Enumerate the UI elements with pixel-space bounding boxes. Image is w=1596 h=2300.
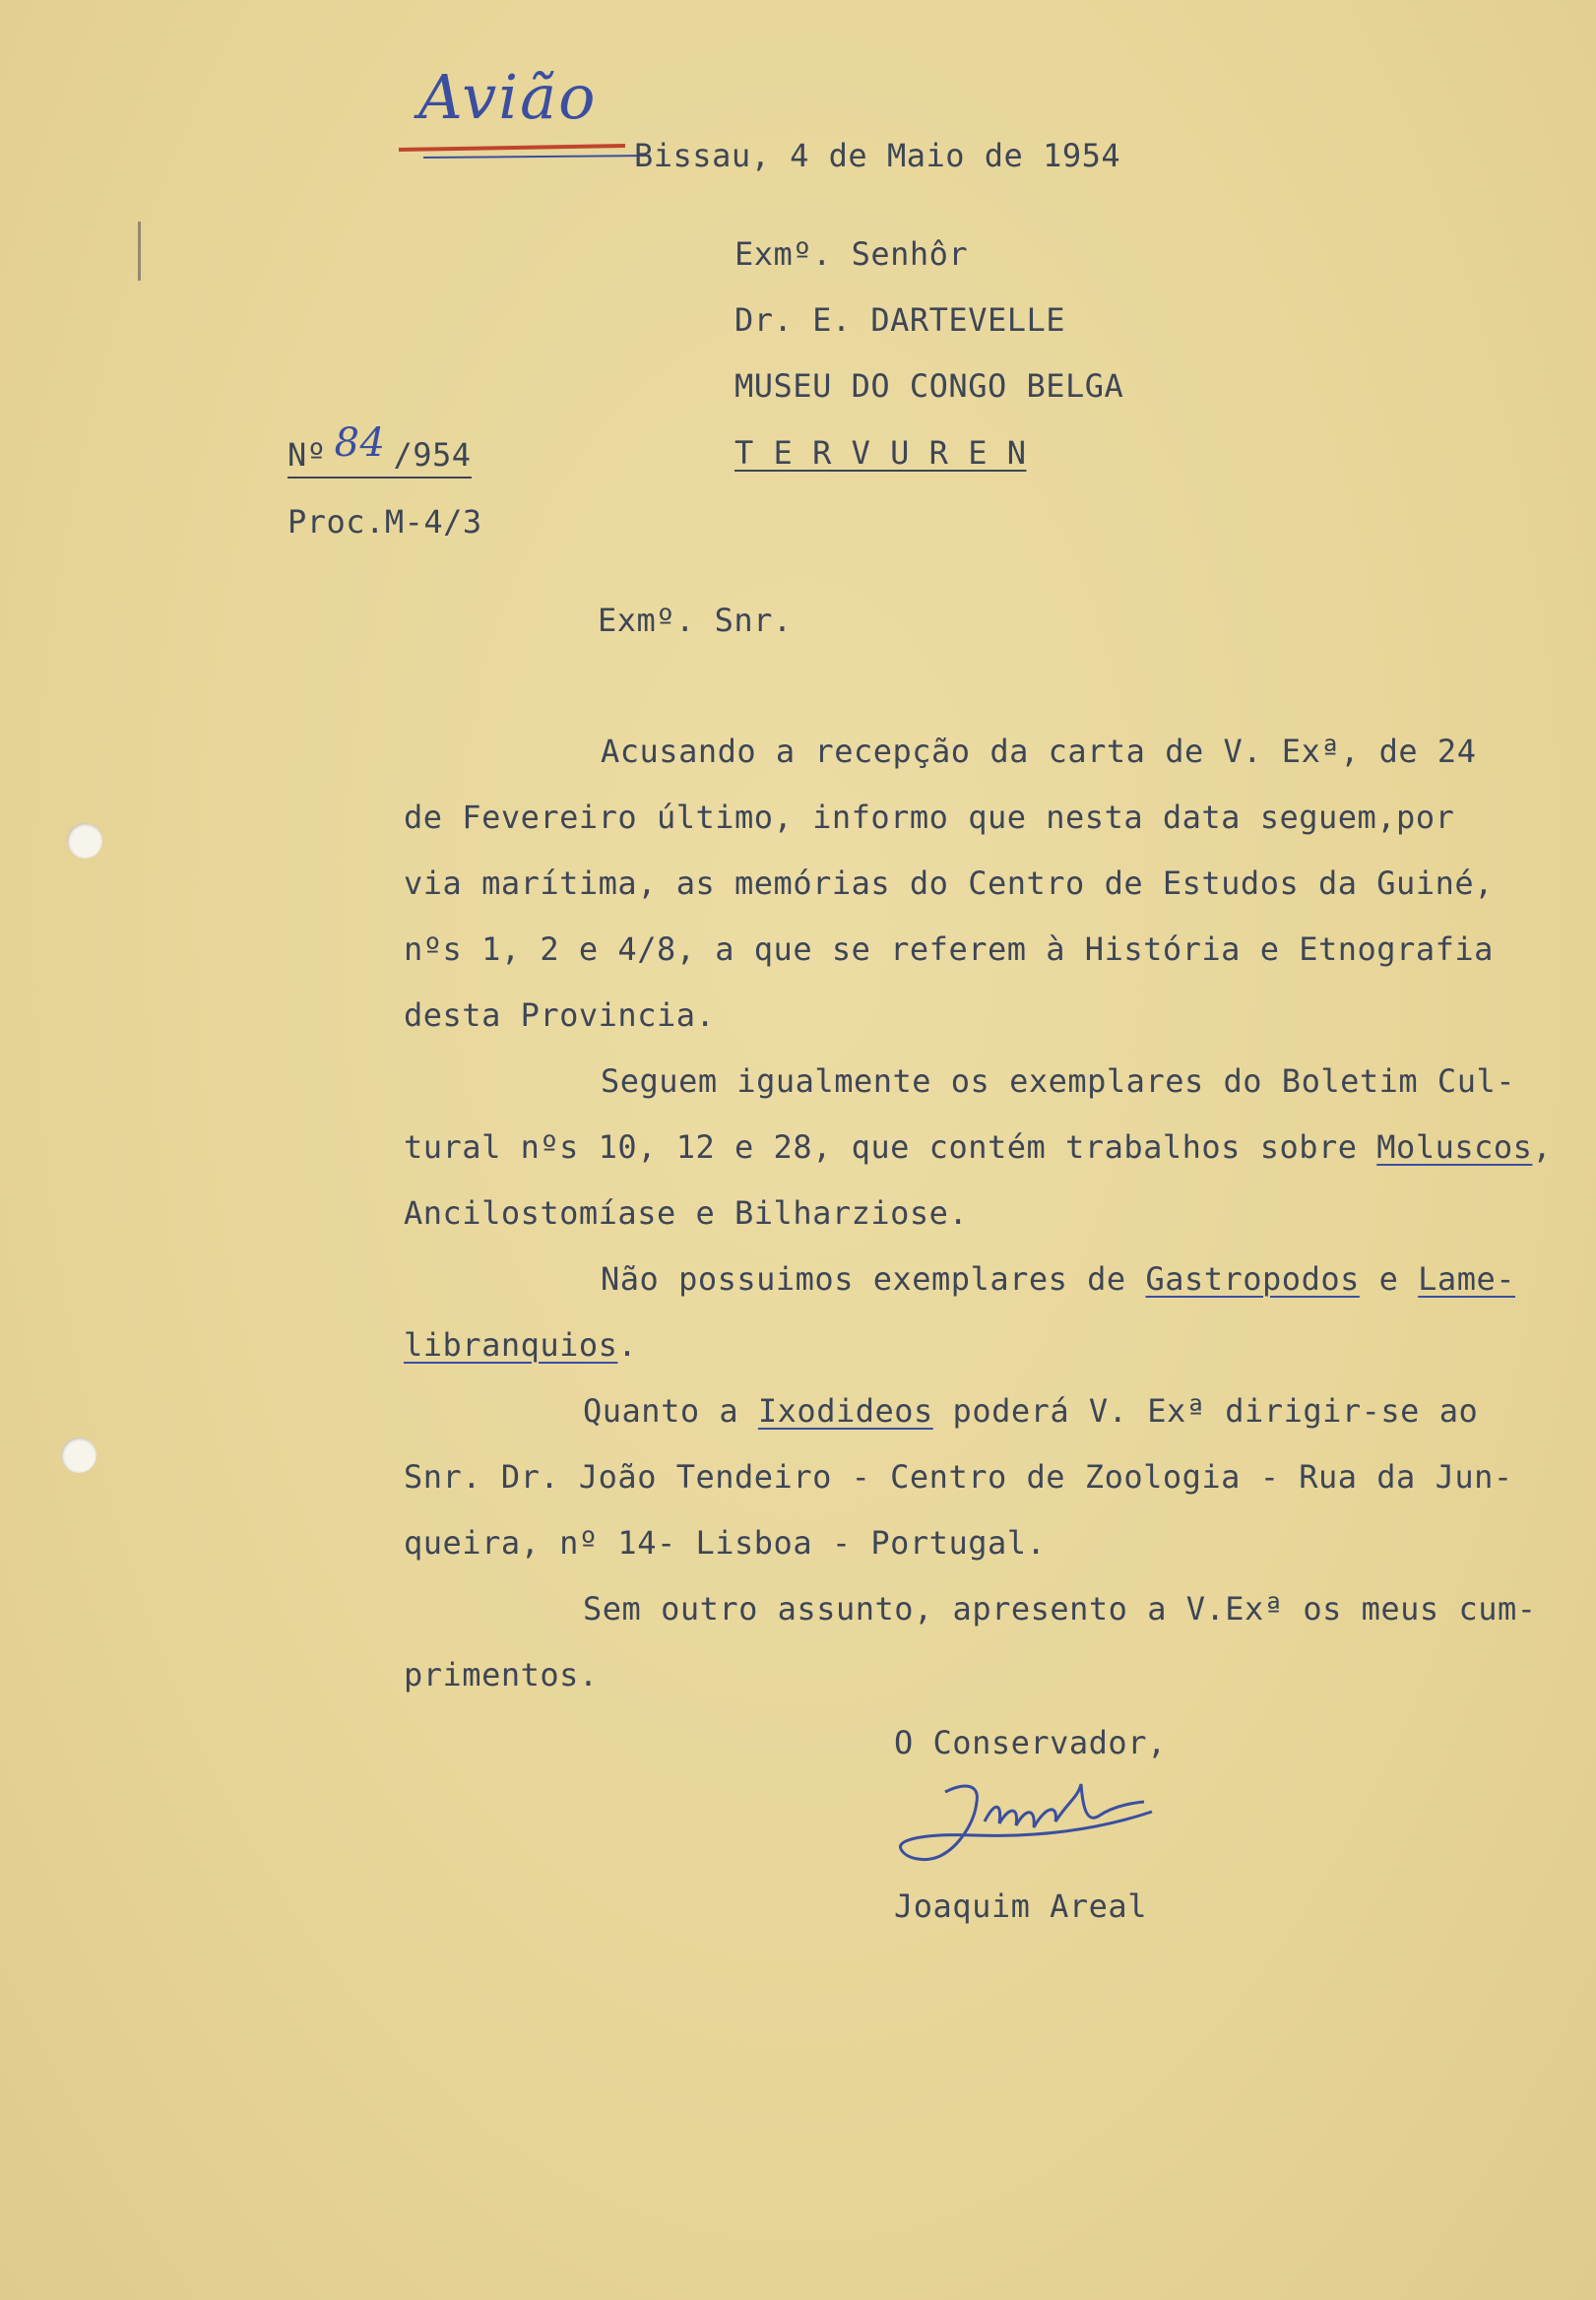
punch-hole-top — [67, 823, 102, 859]
underlined-term-moluscos: Moluscos — [1376, 1128, 1533, 1166]
reference-number — [287, 420, 472, 479]
body-text: poderá V. Exª dirigir-se ao — [932, 1392, 1479, 1430]
body-line — [583, 1391, 1478, 1431]
body-line: Sem outro assunto, apresento a V.Exª os meus cum- — [583, 1590, 1537, 1628]
body-line: Ancilostomíase e Bilharziose. — [404, 1194, 969, 1232]
recipient-city: T E R V U R E N — [734, 434, 1027, 472]
body-line: queira, nº 14- Lisboa - Portugal. — [404, 1524, 1047, 1562]
body-line — [404, 1325, 637, 1365]
underlined-term-lame: Lame- — [1418, 1260, 1515, 1298]
body-line: Seguem igualmente os exemplares do Boletim Cul- — [601, 1062, 1515, 1100]
body-line: Snr. Dr. João Tendeiro - Centro de Zoologia - Rua da Jun- — [404, 1458, 1513, 1496]
body-line: desta Provincia. — [404, 996, 716, 1034]
body-text: , — [1532, 1128, 1553, 1166]
reference-suffix: /954 — [393, 436, 472, 474]
underlined-term-gastropodos: Gastropodos — [1145, 1260, 1360, 1298]
body-line — [404, 1127, 1552, 1167]
body-text: e — [1359, 1260, 1419, 1298]
recipient-institution: MUSEU DO CONGO BELGA — [734, 367, 1124, 405]
reference-handwritten-number: 84 — [334, 420, 386, 466]
body-line: primentos. — [404, 1656, 599, 1693]
recipient-salutation: Exmº. Senhôr — [734, 235, 969, 273]
handwritten-signature — [886, 1762, 1181, 1890]
body-line — [601, 1259, 1515, 1299]
margin-tick — [138, 222, 141, 281]
body-line: Acusando a recepção da carta de V. Exª, de 24 — [601, 733, 1477, 770]
body-line: nºs 1, 2 e 4/8, a que se referem à História e Etnografia — [404, 930, 1494, 968]
greeting: Exmº. Snr. — [598, 602, 793, 639]
signer-name: Joaquim Areal — [894, 1887, 1147, 1925]
underlined-term-libranquios: libranquios — [404, 1326, 618, 1364]
body-line: via marítima, as memórias do Centro de Estudos da Guiné, — [404, 864, 1494, 902]
recipient-name: Dr. E. DARTEVELLE — [734, 301, 1066, 339]
punch-hole-bottom — [61, 1438, 96, 1473]
reference-prefix: Nº — [287, 436, 327, 474]
blue-pen-line — [423, 155, 650, 159]
date-line: Bissau, 4 de Maio de 1954 — [634, 137, 1121, 174]
handwritten-annotation: Avião — [418, 61, 598, 133]
closing-title: O Conservador, — [894, 1724, 1167, 1761]
body-text: . — [617, 1326, 638, 1364]
body-line: de Fevereiro último, informo que nesta data seguem,por — [404, 799, 1455, 836]
red-pencil-line — [399, 144, 625, 152]
process-reference: Proc.M-4/3 — [287, 503, 482, 541]
body-text: Quanto a — [583, 1392, 758, 1430]
body-text: Não possuimos exemplares de — [601, 1260, 1146, 1298]
underlined-term-ixodideos: Ixodideos — [757, 1392, 933, 1430]
body-text: tural nºs 10, 12 e 28, que contém trabalhos sobre — [404, 1128, 1377, 1166]
